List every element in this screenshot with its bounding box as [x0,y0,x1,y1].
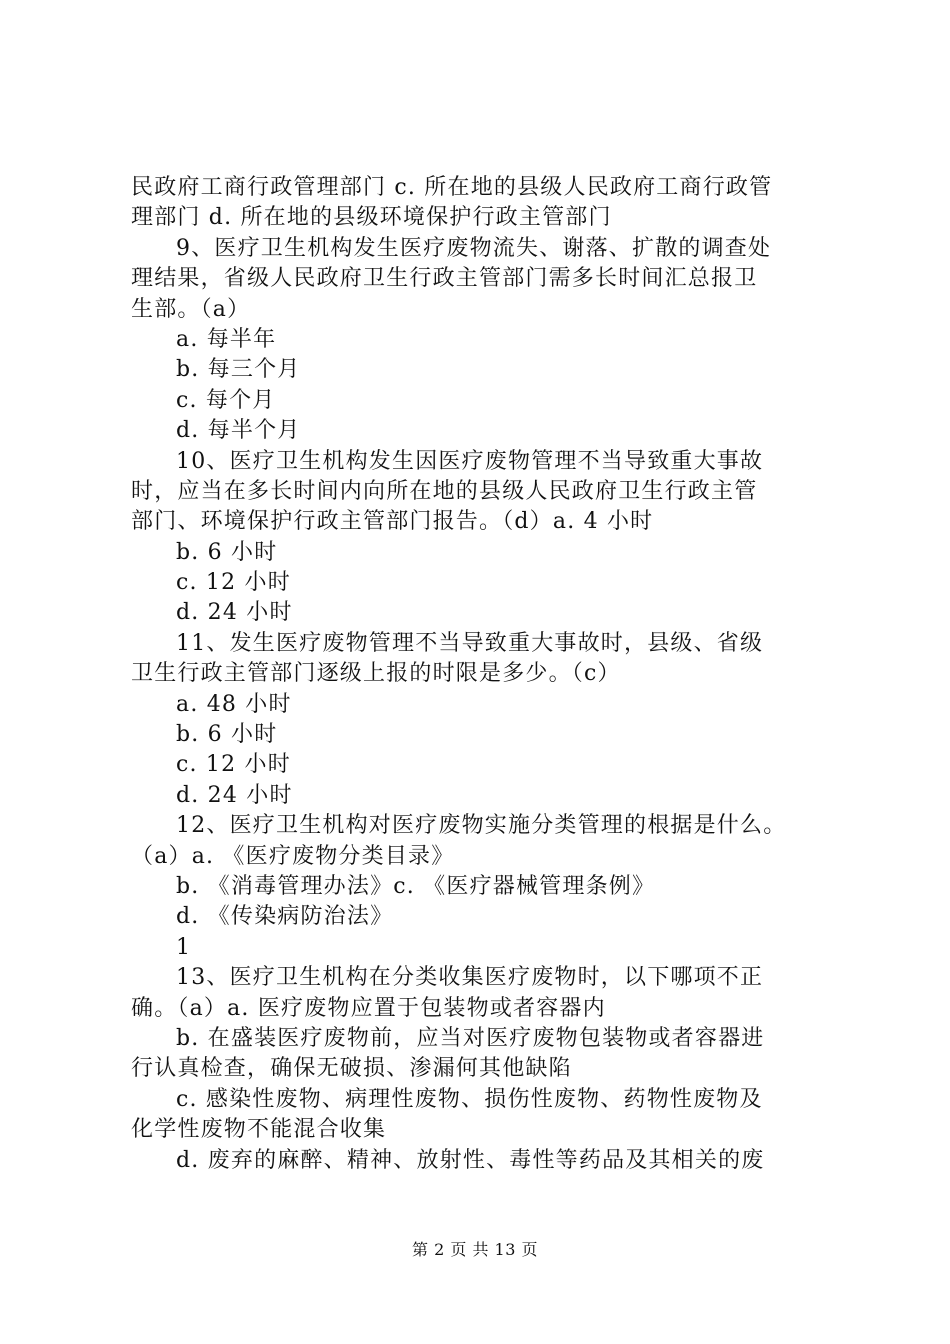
text-line: d. 24 小时 [176,600,293,626]
text-line: 理部门 d. 所在地的县级环境保护行政主管部门 [131,205,612,231]
text-line: 民政府工商行政管理部门 c. 所在地的县级人民政府工商行政管 [131,175,773,200]
page-footer: 第 2 页 共 13 页 [412,1240,538,1259]
text-line: 化学性废物不能混合收集 [131,1117,387,1143]
text-line: c. 12 小时 [176,752,291,778]
text-line: 10、医疗卫生机构发生因医疗废物管理不当导致重大事故 [176,448,764,474]
text-line: 13、医疗卫生机构在分类收集医疗废物时，以下哪项不正 [176,965,764,991]
text-line: d. 《传染病防治法》 [176,904,394,930]
text-line: b. 6 小时 [176,722,278,748]
text-line: 时，应当在多长时间内向所在地的县级人民政府卫生行政主管 [131,478,758,504]
text-line: 卫生行政主管部门逐级上报的时限是多少。（c） [131,661,621,687]
text-line: a. 48 小时 [176,691,292,717]
text-line: 行认真检查，确保无破损、渗漏何其他缺陷 [131,1056,572,1082]
text-line: c. 感染性废物、病理性废物、损伤性废物、药物性废物及 [176,1086,763,1112]
document-body [131,173,851,1176]
text-line: d. 每半个月 [176,418,301,444]
text-line: b. 每三个月 [176,357,301,383]
text-line: 确。（a）a. 医疗废物应置于包装物或者容器内 [131,995,606,1021]
text-line: c. 12 小时 [176,570,291,596]
text-line: （a）a. 《医疗废物分类目录》 [131,843,455,869]
text-line: d. 废弃的麻醉、精神、放射性、毒性等药品及其相关的废 [176,1147,765,1173]
text-line: c. 每个月 [176,387,276,413]
text-line: b. 《消毒管理办法》c. 《医疗器械管理条例》 [176,873,656,899]
text-line: b. 在盛装医疗废物前，应当对医疗废物包装物或者容器进 [176,1025,765,1051]
text-line: 1 [176,934,192,960]
text-line: a. 每半年 [176,326,277,352]
text-line: 生部。（a） [131,296,251,322]
text-line: 9、医疗卫生机构发生医疗废物流失、谢落、扩散的调查处 [176,235,772,261]
text-line: b. 6 小时 [176,539,278,565]
text-line: 理结果，省级人民政府卫生行政主管部门需多长时间汇总报卫 [131,266,758,292]
text-line: 部门、环境保护行政主管部门报告。（d）a. 4 小时 [131,509,654,535]
text-line: d. 24 小时 [176,782,293,808]
text-line: 11、发生医疗废物管理不当导致重大事故时，县级、省级 [176,630,764,656]
text-line: 12、医疗卫生机构对医疗废物实施分类管理的根据是什么。 [176,813,787,839]
